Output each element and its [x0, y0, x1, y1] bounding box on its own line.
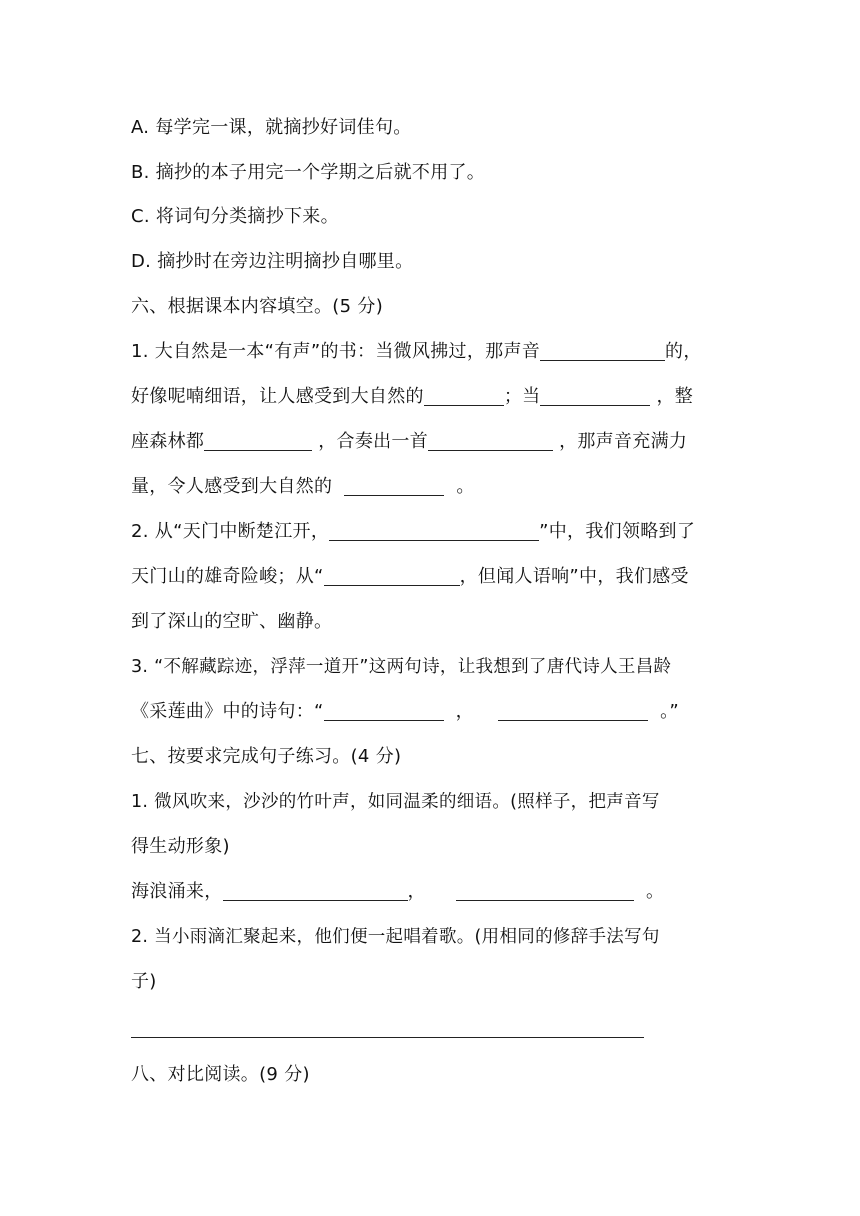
- s6-q1-line1: [131, 340, 731, 364]
- option-a: A. 每学完一课，就摘抄好词佳句。: [131, 117, 412, 138]
- text: 天门山的雄奇险峻；从“: [131, 566, 324, 587]
- s6-q3-line2: [131, 700, 731, 724]
- option-b: B. 摘抄的本子用完一个学期之后就不用了。: [131, 162, 486, 183]
- text: 。: [645, 881, 665, 902]
- answer-blank[interactable]: [456, 882, 634, 901]
- text: ，: [407, 881, 426, 902]
- option-d: D. 摘抄时在旁边注明摘抄自哪里。: [131, 251, 414, 272]
- text: ，合奏出一首: [318, 431, 429, 452]
- s7-q2-line1: 2. 当小雨滴汇聚起来，他们便一起唱着歌。(用相同的修辞手法写句: [131, 927, 660, 947]
- text: ，: [455, 701, 474, 722]
- s7-q1-line1: 1. 微风吹来，沙沙的竹叶声，如同温柔的细语。(照样子，把声音写: [131, 792, 660, 812]
- text: 量，令人感受到大自然的: [131, 476, 333, 497]
- answer-blank[interactable]: [540, 342, 665, 361]
- text: 好像呢喃细语，让人感受到大自然的: [131, 386, 424, 407]
- answer-blank[interactable]: [428, 432, 553, 451]
- text: 座森林都: [131, 431, 205, 452]
- s7-q2-line2: 子): [131, 971, 157, 992]
- section-8-heading: 八、对比阅读。(9 分): [131, 1064, 310, 1085]
- text: 的，: [665, 341, 702, 362]
- answer-line[interactable]: [131, 1037, 644, 1038]
- text: 《采莲曲》中的诗句：“: [131, 701, 324, 722]
- s6-q2-line2: [131, 565, 731, 589]
- s6-q1-line4: [131, 475, 731, 499]
- answer-blank[interactable]: [540, 387, 650, 406]
- section-6-heading: 六、根据课本内容填空。(5 分): [131, 296, 384, 317]
- text: 。”: [660, 701, 680, 722]
- s6-q1-line3: [131, 430, 731, 454]
- text: ；当: [503, 386, 541, 407]
- section-7-heading: 七、按要求完成句子练习。(4 分): [131, 746, 402, 767]
- s6-q1-line2: [131, 385, 731, 409]
- answer-blank[interactable]: [424, 387, 504, 406]
- text: ，那声音充满力: [559, 431, 688, 452]
- text: ，整: [656, 386, 694, 407]
- answer-blank[interactable]: [329, 522, 539, 541]
- text: 2. 从“天门中断楚江开，: [131, 521, 330, 542]
- answer-blank[interactable]: [324, 567, 460, 586]
- answer-blank[interactable]: [498, 702, 648, 721]
- s7-q1-line3: [131, 880, 731, 904]
- answer-blank[interactable]: [344, 477, 444, 496]
- option-c: C. 将词句分类摘抄下来。: [131, 206, 339, 227]
- answer-blank[interactable]: [204, 432, 312, 451]
- text: 。: [456, 476, 475, 497]
- text: ”中，我们领略到了: [539, 521, 696, 542]
- text: 1. 大自然是一本“有声”的书：当微风拂过，那声音: [131, 341, 541, 362]
- s6-q2-line1: [131, 520, 731, 544]
- answer-blank[interactable]: [324, 702, 444, 721]
- answer-blank[interactable]: [223, 882, 408, 901]
- text: 海浪涌来，: [131, 881, 223, 902]
- s6-q2-line3: 到了深山的空旷、幽静。: [131, 611, 333, 632]
- s7-q1-line2: 得生动形象): [131, 836, 230, 857]
- text: ，但闻人语响”中，我们感受: [459, 566, 689, 587]
- s6-q3-line1: 3. “不解藏踪迹，浮萍一道开”这两句诗，让我想到了唐代诗人王昌龄: [131, 657, 672, 677]
